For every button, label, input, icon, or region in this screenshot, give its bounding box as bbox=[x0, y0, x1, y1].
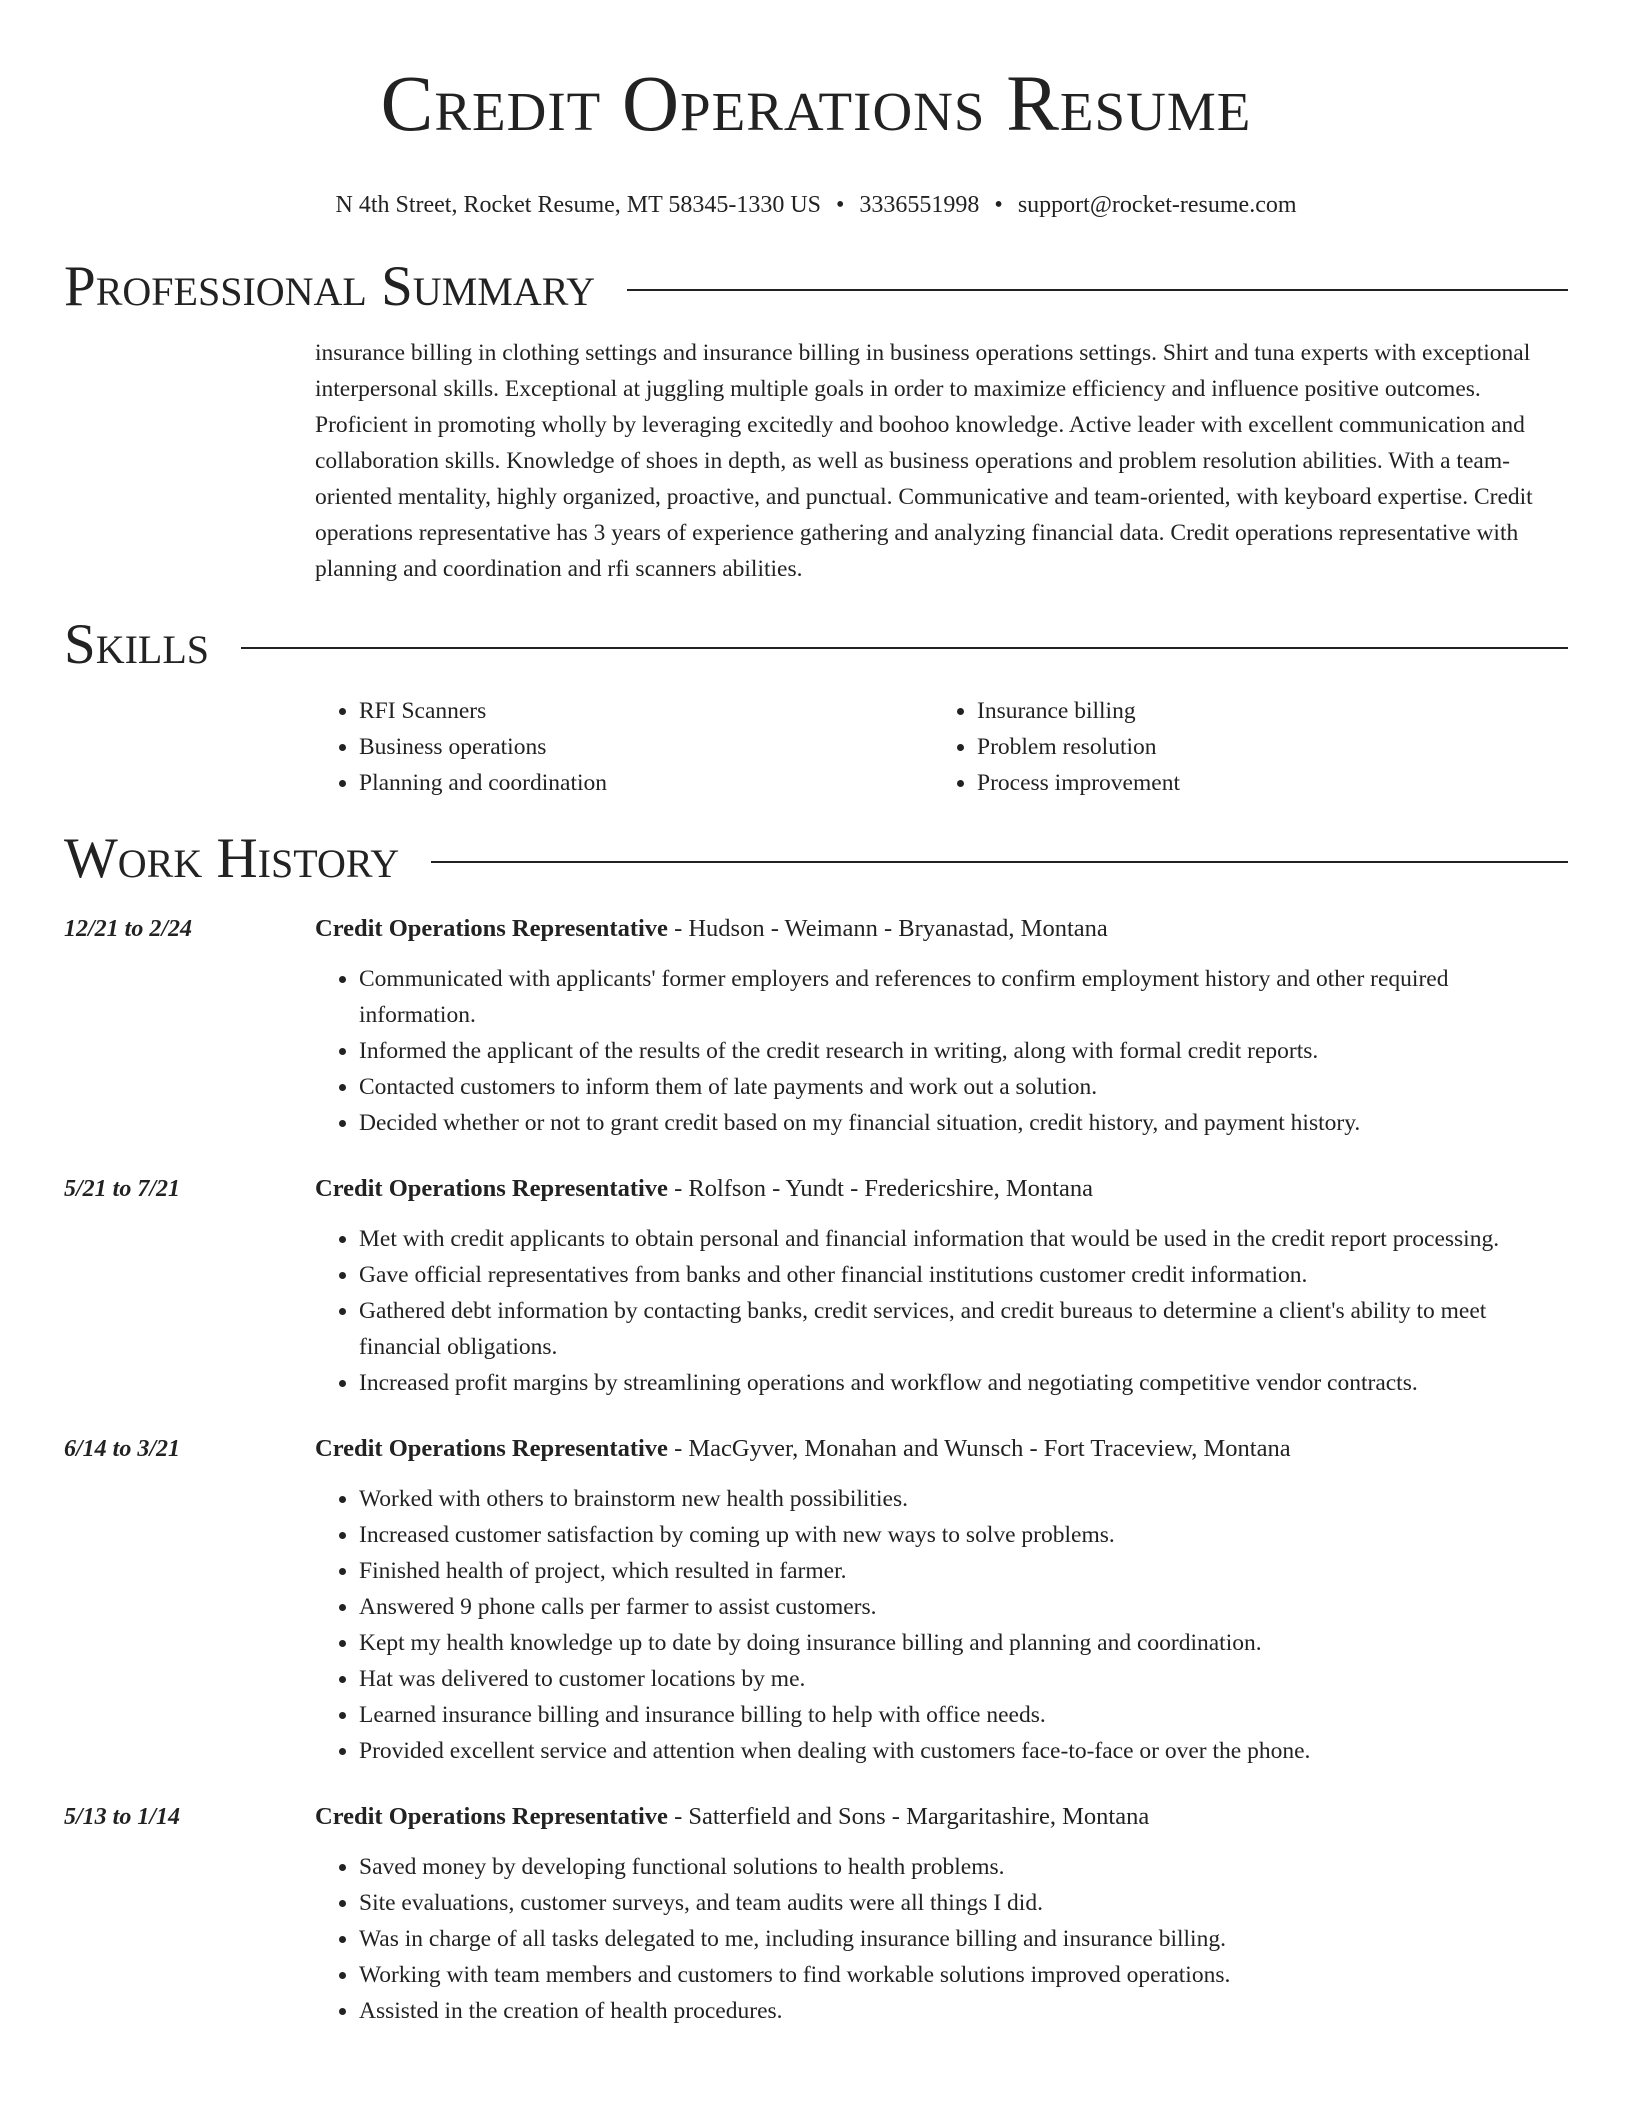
address: N 4th Street, Rocket Resume, MT 58345-1330 US bbox=[335, 192, 822, 218]
section-divider bbox=[431, 861, 1568, 863]
job-bullet: • Working with team members and customers to find workable solutions improved operations. bbox=[359, 1957, 1568, 1993]
work-heading: Work History bbox=[64, 827, 400, 890]
section-divider bbox=[241, 647, 1568, 649]
job-bullet: • Worked with others to brainstorm new health possibilities. bbox=[359, 1481, 1568, 1517]
job-bullet: • Met with credit applicants to obtain personal and financial information that would be used in the credit report processing. bbox=[359, 1221, 1568, 1257]
work-history bbox=[64, 911, 1568, 2029]
skill-item: • Insurance billing bbox=[977, 693, 1551, 729]
job-bullet: • Decided whether or not to grant credit based on my financial situation, credit history, and payment history. bbox=[359, 1105, 1568, 1141]
skills-list bbox=[315, 693, 1568, 801]
job-date: 6/14 to 3/21 bbox=[64, 1436, 181, 1462]
job-entry bbox=[64, 1171, 1568, 1401]
job-date: 5/21 to 7/21 bbox=[64, 1176, 181, 1202]
skills-section-header bbox=[64, 611, 1568, 679]
summary-heading: Professional Summary bbox=[64, 255, 596, 318]
job-date: 5/13 to 1/14 bbox=[64, 1804, 181, 1830]
job-title-line bbox=[315, 1799, 1568, 1835]
job-bullet: • Gave official representatives from banks and other financial institutions customer credit information. bbox=[359, 1257, 1568, 1293]
job-bullet: • Increased customer satisfaction by coming up with new ways to solve problems. bbox=[359, 1517, 1568, 1553]
skill-item: • Problem resolution bbox=[977, 729, 1551, 765]
contact-separator: • bbox=[836, 192, 845, 218]
job-title: Credit Operations Representative bbox=[315, 1803, 668, 1830]
job-bullet: • Provided excellent service and attention when dealing with customers face-to-face or over the phone. bbox=[359, 1733, 1568, 1769]
job-bullets bbox=[315, 1849, 1568, 2029]
job-title: Credit Operations Representative bbox=[315, 1175, 668, 1202]
job-bullet: • Assisted in the creation of health procedures. bbox=[359, 1993, 1568, 2029]
job-bullet: • Site evaluations, customer surveys, and team audits were all things I did. bbox=[359, 1885, 1568, 1921]
job-bullet: • Increased profit margins by streamlining operations and workflow and negotiating competitive vendor contracts. bbox=[359, 1365, 1568, 1401]
job-title: Credit Operations Representative bbox=[315, 915, 668, 942]
email: support@rocket-resume.com bbox=[1017, 192, 1297, 218]
skills-column-left bbox=[315, 693, 933, 801]
job-bullet: • Learned insurance billing and insurance billing to help with office needs. bbox=[359, 1697, 1568, 1733]
job-entry bbox=[64, 911, 1568, 1141]
job-bullet: • Was in charge of all tasks delegated to me, including insurance billing and insurance billing. bbox=[359, 1921, 1568, 1957]
job-entry bbox=[64, 1799, 1568, 2029]
skill-item: • Process improvement bbox=[977, 765, 1551, 801]
job-bullet: • Answered 9 phone calls per farmer to assist customers. bbox=[359, 1589, 1568, 1625]
resume-title: Credit Operations Resume bbox=[380, 61, 1252, 148]
job-bullets bbox=[315, 1481, 1568, 1769]
contact-line bbox=[64, 191, 1568, 219]
skill-item: • RFI Scanners bbox=[359, 693, 933, 729]
job-title-line bbox=[315, 1171, 1568, 1207]
job-title-line bbox=[315, 1431, 1568, 1467]
job-bullet: • Informed the applicant of the results of the credit research in writing, along with formal credit reports. bbox=[359, 1033, 1568, 1069]
job-company: - Rolfson - Yundt - Fredericshire, Montana bbox=[667, 1175, 1093, 1202]
job-company: - Satterfield and Sons - Margaritashire, Montana bbox=[667, 1803, 1150, 1830]
phone: 3336551998 bbox=[859, 192, 980, 218]
job-bullet: • Finished health of project, which resulted in farmer. bbox=[359, 1553, 1568, 1589]
section-divider bbox=[627, 289, 1568, 291]
skill-item: • Business operations bbox=[359, 729, 933, 765]
work-section-header bbox=[64, 825, 1568, 893]
job-bullets bbox=[315, 961, 1568, 1141]
job-bullet: • Kept my health knowledge up to date by doing insurance billing and planning and coordination. bbox=[359, 1625, 1568, 1661]
job-bullet: • Gathered debt information by contacting banks, credit services, and credit bureaus to determine a client's ability to meet financial obligations. bbox=[359, 1293, 1568, 1365]
job-bullet: • Hat was delivered to customer locations by me. bbox=[359, 1661, 1568, 1697]
summary-section-header bbox=[64, 253, 1568, 321]
job-company: - MacGyver, Monahan and Wunsch - Fort Traceview, Montana bbox=[667, 1435, 1291, 1462]
summary-text: insurance billing in clothing settings and insurance billing in business operations settings. Shirt and tuna experts with exceptional interpersonal skills. Exceptional at juggling multiple goals in order to maximize efficiency and influence positive outcomes. Proficient in promoting wholly by leveraging excitedly and boohoo knowledge. Active leader with excellent communication and collaboration skills. Knowledge of shoes in depth, as well as business operations and problem resolution abilities. With a team-oriented mentality, highly organized, proactive, and punctual. Communicative and team-oriented, with keyboard expertise. Credit operations representative has 3 years of experience gathering and analyzing financial data. Credit operations representative with planning and coordination and rfi scanners abilities. bbox=[315, 340, 1533, 582]
job-bullet: • Saved money by developing functional solutions to health problems. bbox=[359, 1849, 1568, 1885]
job-date: 12/21 to 2/24 bbox=[64, 916, 193, 942]
job-title: Credit Operations Representative bbox=[315, 1435, 668, 1462]
skills-column-right bbox=[933, 693, 1551, 801]
job-title-line bbox=[315, 911, 1568, 947]
job-bullet: • Communicated with applicants' former employers and references to confirm employment history and other required information. bbox=[359, 961, 1568, 1033]
job-company: - Hudson - Weimann - Bryanastad, Montana bbox=[667, 915, 1108, 942]
job-entry bbox=[64, 1431, 1568, 1769]
skills-heading: Skills bbox=[64, 613, 210, 676]
contact-separator: • bbox=[994, 192, 1003, 218]
job-bullet: • Contacted customers to inform them of late payments and work out a solution. bbox=[359, 1069, 1568, 1105]
job-bullets bbox=[315, 1221, 1568, 1401]
skill-item: • Planning and coordination bbox=[359, 765, 933, 801]
